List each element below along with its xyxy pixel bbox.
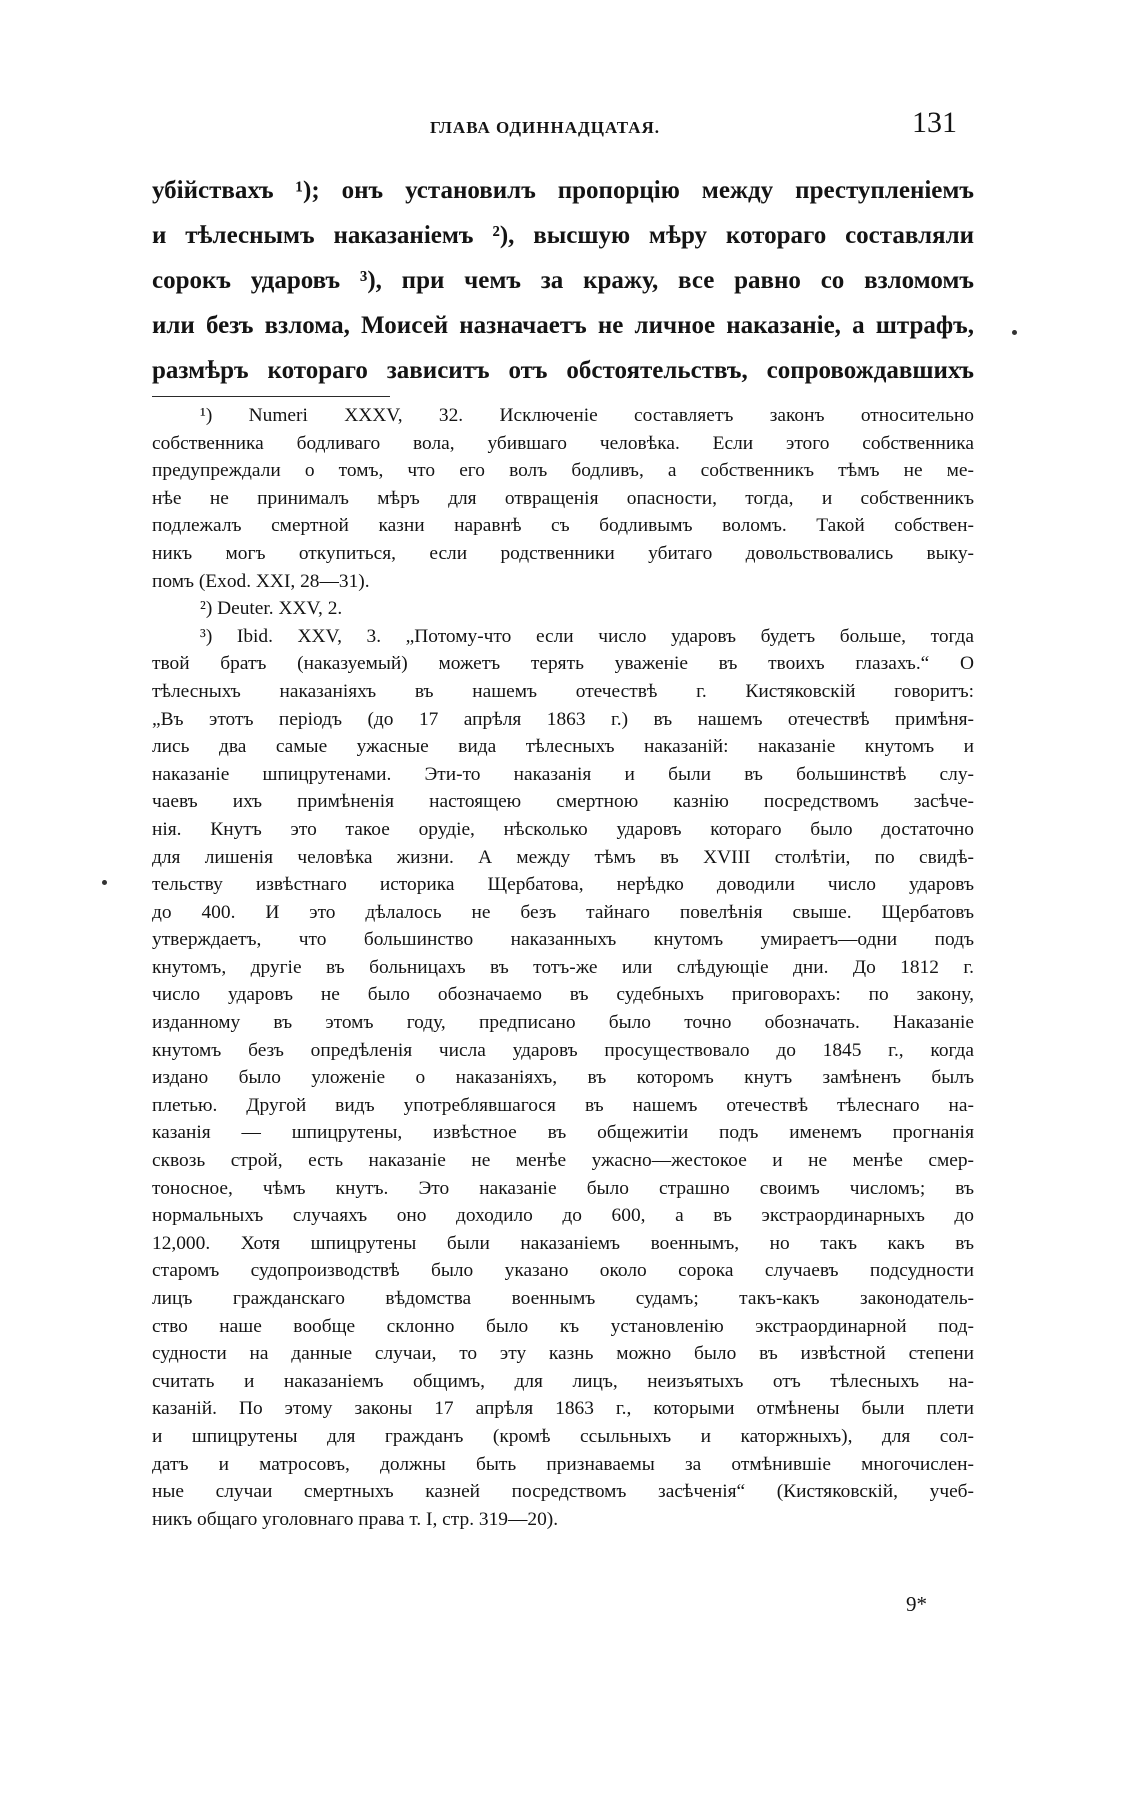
footnote-line: подлежалъ смертной казни наравнѣ съ бодливымъ воломъ. Такой собствен-: [152, 515, 974, 537]
footnote-line: считать и наказаніемъ общимъ, для лицъ, неизъятыхъ отъ тѣлесныхъ на-: [152, 1370, 974, 1392]
footnote-line: кнутомъ безъ опредѣленія числа ударовъ просуществовало до 1845 г., когда: [152, 1039, 974, 1061]
footnote-divider: [152, 396, 390, 397]
footnote-line: казаній. По этому законы 17 апрѣля 1863 г., которыми отмѣнены были плети: [152, 1398, 974, 1420]
footnote-line: старомъ судопроизводствѣ было указано около сорока случаевъ подсудности: [152, 1260, 974, 1282]
footnote-line: число ударовъ не было обозначаемо въ судебныхъ приговорахъ: по закону,: [152, 984, 974, 1006]
footnote-line: издано было уложеніе о наказаніяхъ, въ которомъ кнутъ замѣненъ былъ: [152, 1067, 974, 1089]
footnote-line: предупреждали о томъ, что его волъ бодливъ, а собственникъ тѣмъ не ме-: [152, 460, 974, 482]
footnote-line: ство наше вообще склонно было къ установленію экстраординарной под-: [152, 1315, 974, 1337]
footnote-line: твой братъ (наказуемый) можетъ терять уваженіе въ твоихъ глазахъ.“ О: [152, 653, 974, 675]
footnote-line: сквозь строй, есть наказаніе не менѣе ужасно—жестокое и не менѣе смер-: [152, 1150, 974, 1172]
scan-speck: [102, 880, 107, 885]
footnote-line: 12,000. Хотя шпицрутены были наказаніемъ военнымъ, но такъ какъ въ: [152, 1232, 974, 1254]
footnote-line: ные случаи смертныхъ казней посредствомъ засѣченія“ (Кистяковскій, учеб-: [152, 1481, 974, 1503]
footnotes-block: [152, 402, 974, 1533]
footnote-line: ³) Ibid. XXV, 3. „Потому-что если число ударовъ будетъ больше, тогда: [200, 625, 974, 647]
footnote-line: никъ могъ откупиться, если родственники убитаго довольствовались выку-: [152, 542, 974, 564]
main-text-line: сорокъ ударовъ ³), при чемъ за кражу, все равно со взломомъ: [152, 267, 974, 294]
footnote-line: утверждаетъ, что большинство наказанныхъ кнутомъ умираетъ—одни подъ: [152, 929, 974, 951]
footnote-line: нія. Кнутъ это такое орудіе, нѣсколько ударовъ котораго было достаточно: [152, 818, 974, 840]
footnote-line: помъ (Exod. XXI, 28—31).: [152, 570, 370, 592]
footnote-line: тельству извѣстнаго историка Щербатова, нерѣдко доводили число ударовъ: [152, 874, 974, 896]
footnote-line: ²) Deuter. XXV, 2.: [200, 598, 343, 620]
footnote-line: чаевъ ихъ примѣненія настоящею смертною казнію посредствомъ засѣче-: [152, 791, 974, 813]
main-text-block: [152, 168, 974, 393]
main-text-line: и тѣлеснымъ наказаніемъ ²), высшую мѣру котораго составляли: [152, 222, 974, 249]
footnote-line: ¹) Numeri XXXV, 32. Исключеніе составляетъ законъ относительно: [200, 405, 974, 426]
footnote-line: наказаніе шпицрутенами. Эти-то наказанія и были въ большинствѣ слу-: [152, 763, 974, 785]
footnote-line: нѣе не принималъ мѣръ для отвращенія опасности, тогда, и собственникъ: [152, 487, 974, 509]
page-number: 131: [912, 106, 957, 139]
footnote-line: тоносное, чѣмъ кнутъ. Это наказаніе было страшно своимъ числомъ; въ: [152, 1177, 974, 1199]
footnote-line: датъ и матросовъ, должны быть признаваемы за отмѣнившіе многочислен-: [152, 1453, 974, 1475]
footnote-line: „Въ этотъ періодъ (до 17 апрѣля 1863 г.) въ нашемъ отечествѣ примѣня-: [152, 708, 974, 730]
footnote-line: казанія — шпицрутены, извѣстное въ общежитіи подъ именемъ прогнанія: [152, 1122, 974, 1144]
footnote-line: лицъ гражданскаго вѣдомства военнымъ судамъ; такъ-какъ законодатель-: [152, 1288, 974, 1309]
footnote-line: до 400. И это дѣлалось не безъ тайнаго повелѣнія свыше. Щербатовъ: [152, 901, 974, 923]
footnote-line: для лишенія человѣка жизни. А между тѣмъ въ XVIII столѣтіи, по свидѣ-: [152, 846, 974, 868]
main-text-line: убійствахъ ¹); онъ установилъ пропорцію между преступленіемъ: [152, 177, 974, 204]
footnote-line: и шпицрутены для гражданъ (кромѣ ссыльныхъ и каторжныхъ), для сол-: [152, 1425, 974, 1447]
signature-mark: 9*: [906, 1592, 927, 1616]
footnote-line: изданному въ этомъ году, предписано было точно обозначать. Наказаніе: [152, 1012, 974, 1034]
footnote-line: лись два самые ужасные вида тѣлесныхъ наказаній: наказаніе кнутомъ и: [152, 736, 974, 758]
main-text-line: размѣръ котораго зависитъ отъ обстоятельствъ, сопровождавшихъ: [152, 357, 974, 384]
running-title: ГЛАВА ОДИННАДЦАТАЯ.: [430, 118, 661, 137]
footnote-line: судности на данные случаи, то эту казнь можно было въ извѣстной степени: [152, 1343, 974, 1365]
footnote-line: плетью. Другой видъ употреблявшагося въ нашемъ отечествѣ тѣлеснаго на-: [152, 1094, 974, 1116]
main-text-line: или безъ взлома, Моисей назначаетъ не личное наказаніе, а штрафъ,: [152, 312, 974, 339]
footnote-line: кнутомъ, другіе въ больницахъ въ тотъ-же или слѣдующіе дни. До 1812 г.: [152, 956, 974, 978]
footnote-line: нормальныхъ случаяхъ оно доходило до 600, а въ экстраординарныхъ до: [152, 1205, 974, 1227]
scan-speck: [1012, 330, 1017, 335]
footnote-line: собственника бодливаго вола, убившаго человѣка. Если этого собственника: [152, 432, 974, 454]
footnote-line: никъ общаго уголовнаго права т. I, стр. 319—20).: [152, 1508, 559, 1530]
footnote-line: тѣлесныхъ наказаніяхъ въ нашемъ отечествѣ г. Кистяковскій говоритъ:: [152, 680, 974, 702]
